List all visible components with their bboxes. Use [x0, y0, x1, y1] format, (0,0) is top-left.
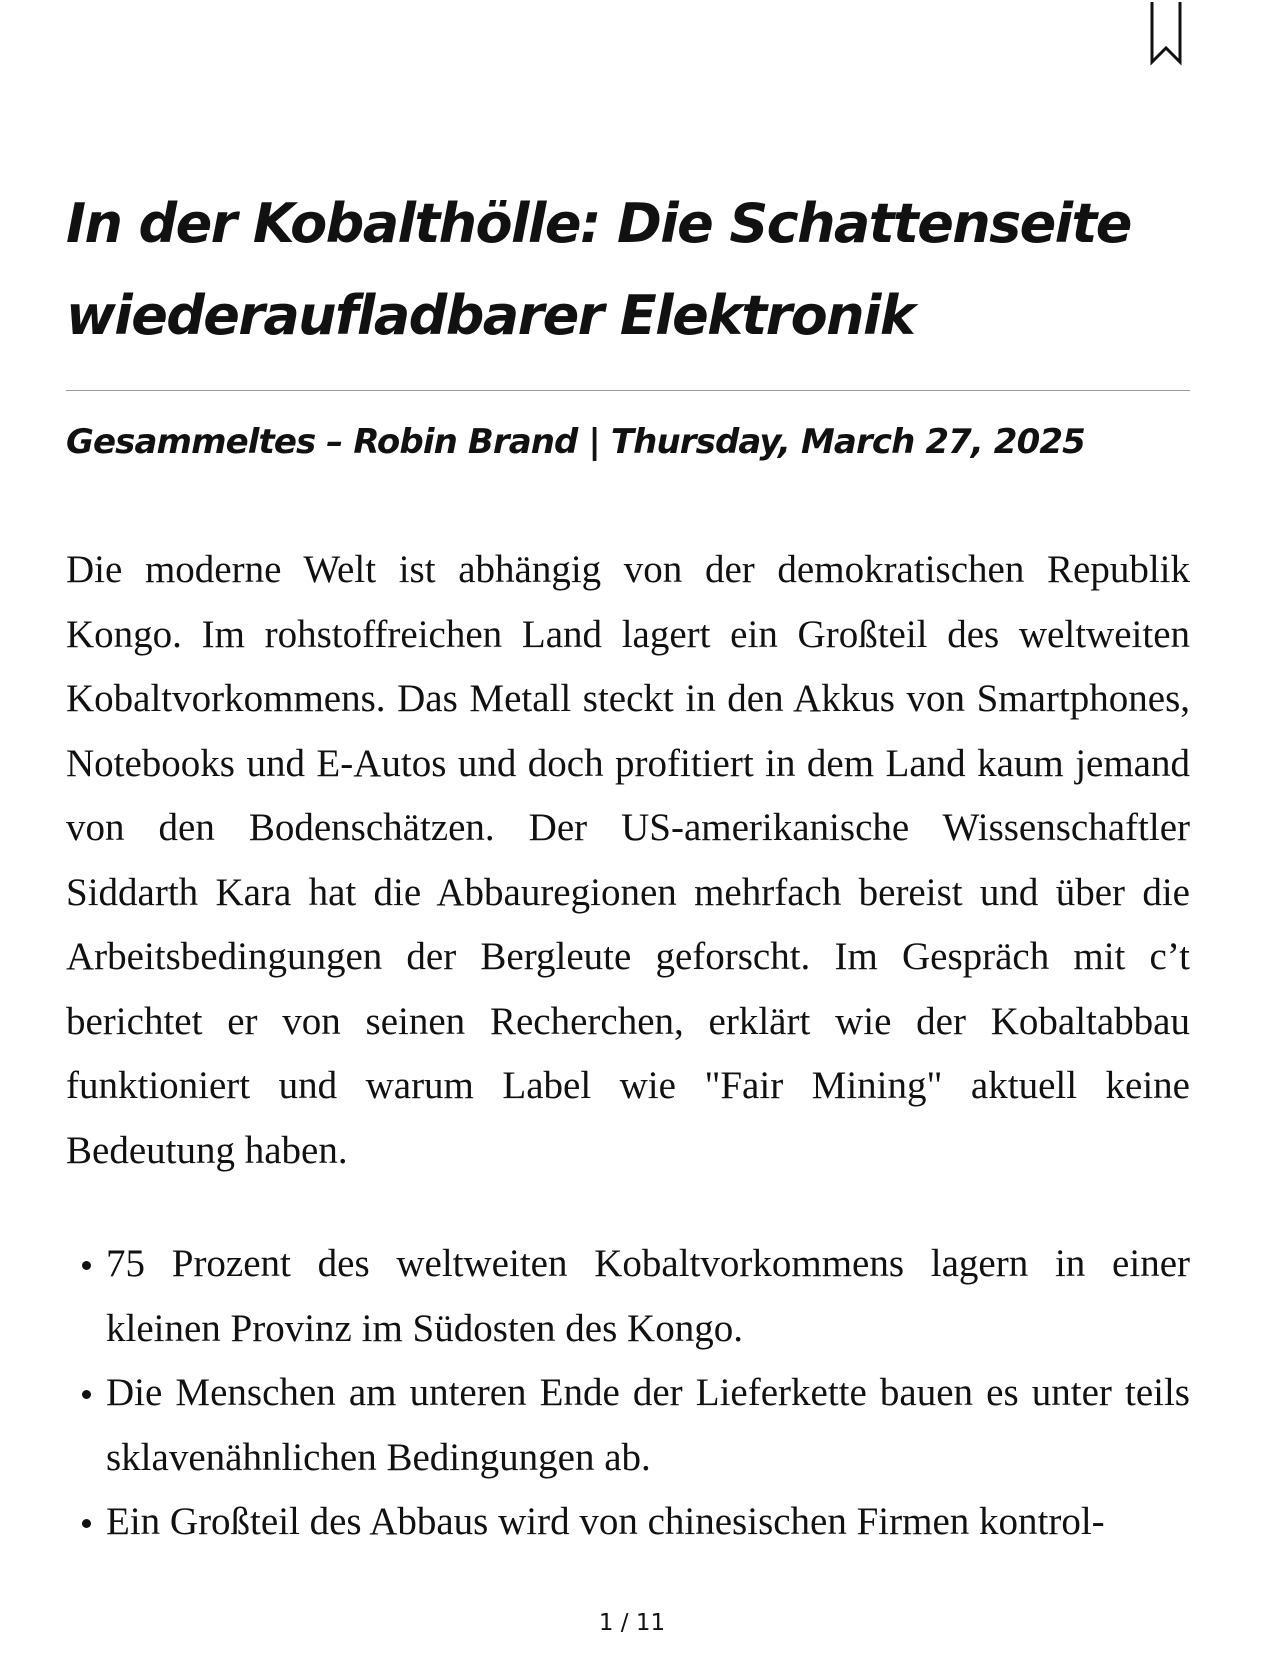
list-item-text: Ein Großteil des Abbaus wird von chinesischen Firmen kontrol-	[106, 1500, 1105, 1543]
list-item-text: Die Menschen am unteren Ende der Lieferkette bauen es unter teils sklavenähnlichen Bedingungen ab.	[106, 1371, 1190, 1479]
bullet-list	[66, 1232, 1190, 1555]
bullet-dot-icon	[82, 1390, 91, 1399]
list-item	[66, 1232, 1190, 1361]
bullet-dot-icon	[82, 1261, 91, 1270]
bullet-dot-icon	[82, 1519, 91, 1528]
list-item	[66, 1361, 1190, 1490]
article-byline: Gesammeltes – Robin Brand | Thursday, March 27, 2025	[66, 422, 1085, 462]
list-item-text: 75 Prozent des weltweiten Kobaltvorkommens lagern in einer kleinen Provinz im Südosten des Kongo.	[106, 1242, 1190, 1350]
page-indicator: 1 / 11	[598, 1610, 666, 1636]
article-paragraph: Die moderne Welt ist abhängig von der demokratischen Republik Kongo. Im rohstoffreichen Land lagert ein Großteil des weltweiten Kobaltvorkommens. Das Metall steckt in den Akkus von Smartphones, Notebooks und E-Autos und doch profitiert in dem Land kaum jemand von den Bodenschätzen. Der US-amerikanische Wissenschaftler Siddarth Kara hat die Abbauregionen mehrfach bereist und über die Arbeitsbedingungen der Bergleute geforscht. Im Gespräch mit c’t berichtet er von seinen Recherchen, erklärt wie der Kobaltabbau funktioniert und warum Label wie "Fair Mining" aktuell keine Bedeutung haben.	[66, 548, 1190, 1172]
bullet-list-viewport	[66, 1232, 1190, 1558]
list-item	[66, 1490, 1190, 1555]
title-divider	[66, 390, 1190, 391]
bookmark-icon[interactable]	[1148, 0, 1184, 68]
article-title: In der Kobalthölle: Die Schattenseite wiederaufladbarer Elektronik	[66, 192, 1131, 347]
